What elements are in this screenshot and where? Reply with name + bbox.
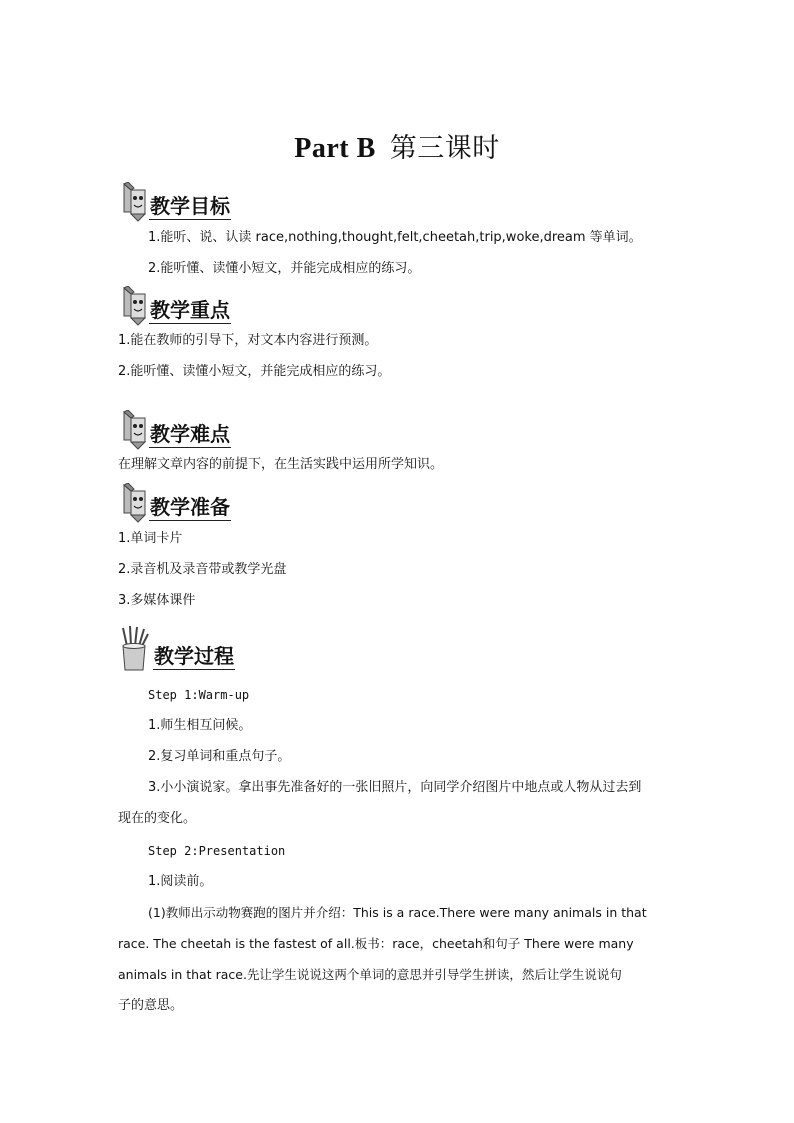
goal-2: 2.能听懂、读懂小短文，并能完成相应的练习。 xyxy=(148,261,421,276)
page-title xyxy=(0,126,794,165)
para-line-1: (1)教师出示动物赛跑的图片并介绍：This is a race.There were many animals in that xyxy=(148,905,647,920)
section-heading: 教学过程 xyxy=(154,644,234,668)
step-1-item-2: 2.复习单词和重点句子。 xyxy=(148,749,291,764)
step-1-item-3: 3.小小演说家。拿出事先准备好的一张旧照片，向同学介绍图片中地点或人物从过去到 xyxy=(148,780,642,795)
pencil-mascot-icon xyxy=(118,182,152,222)
para-line-3: animals in that race.先让学生说说这两个单词的意思并引导学生拼读，然后让学生说说句 xyxy=(118,967,622,982)
section-heading: 教学重点 xyxy=(150,298,230,322)
title-en: Part B xyxy=(294,133,376,164)
prep-2: 2.录音机及录音带或教学光盘 xyxy=(118,562,287,577)
prep-3: 3.多媒体课件 xyxy=(118,593,196,608)
pencil-mascot-icon xyxy=(118,410,152,450)
step-2-item-1: 1.阅读前。 xyxy=(148,874,213,889)
prep-1: 1.单词卡片 xyxy=(118,531,183,546)
section-heading: 教学准备 xyxy=(150,495,230,519)
pencil-cup-icon xyxy=(118,626,152,672)
difficulty-text: 在理解文章内容的前提下，在生活实践中运用所学知识。 xyxy=(118,457,444,472)
focus-1: 1.能在教师的引导下，对文本内容进行预测。 xyxy=(118,333,378,348)
para-line-4: 子的意思。 xyxy=(118,998,184,1013)
step-1-item-1: 1.师生相互问候。 xyxy=(148,718,252,733)
para-line-2: race. The cheetah is the fastest of all.板书：race，cheetah和句子 There were many xyxy=(118,936,634,951)
pencil-mascot-icon xyxy=(118,483,152,523)
focus-2: 2.能听懂、读懂小短文，并能完成相应的练习。 xyxy=(118,364,391,379)
title-cn: 第三课时 xyxy=(389,133,500,164)
step-1-label: Step 1:Warm-up xyxy=(148,688,250,702)
goal-1: 1.能听、说、认读 race,nothing,thought,felt,cheetah,trip,woke,dream 等单词。 xyxy=(148,230,642,245)
step-2-label: Step 2:Presentation xyxy=(148,844,286,858)
pencil-mascot-icon xyxy=(118,286,152,326)
step-1-item-3-cont: 现在的变化。 xyxy=(118,811,197,826)
section-heading: 教学难点 xyxy=(150,422,230,446)
section-heading: 教学目标 xyxy=(150,194,230,218)
